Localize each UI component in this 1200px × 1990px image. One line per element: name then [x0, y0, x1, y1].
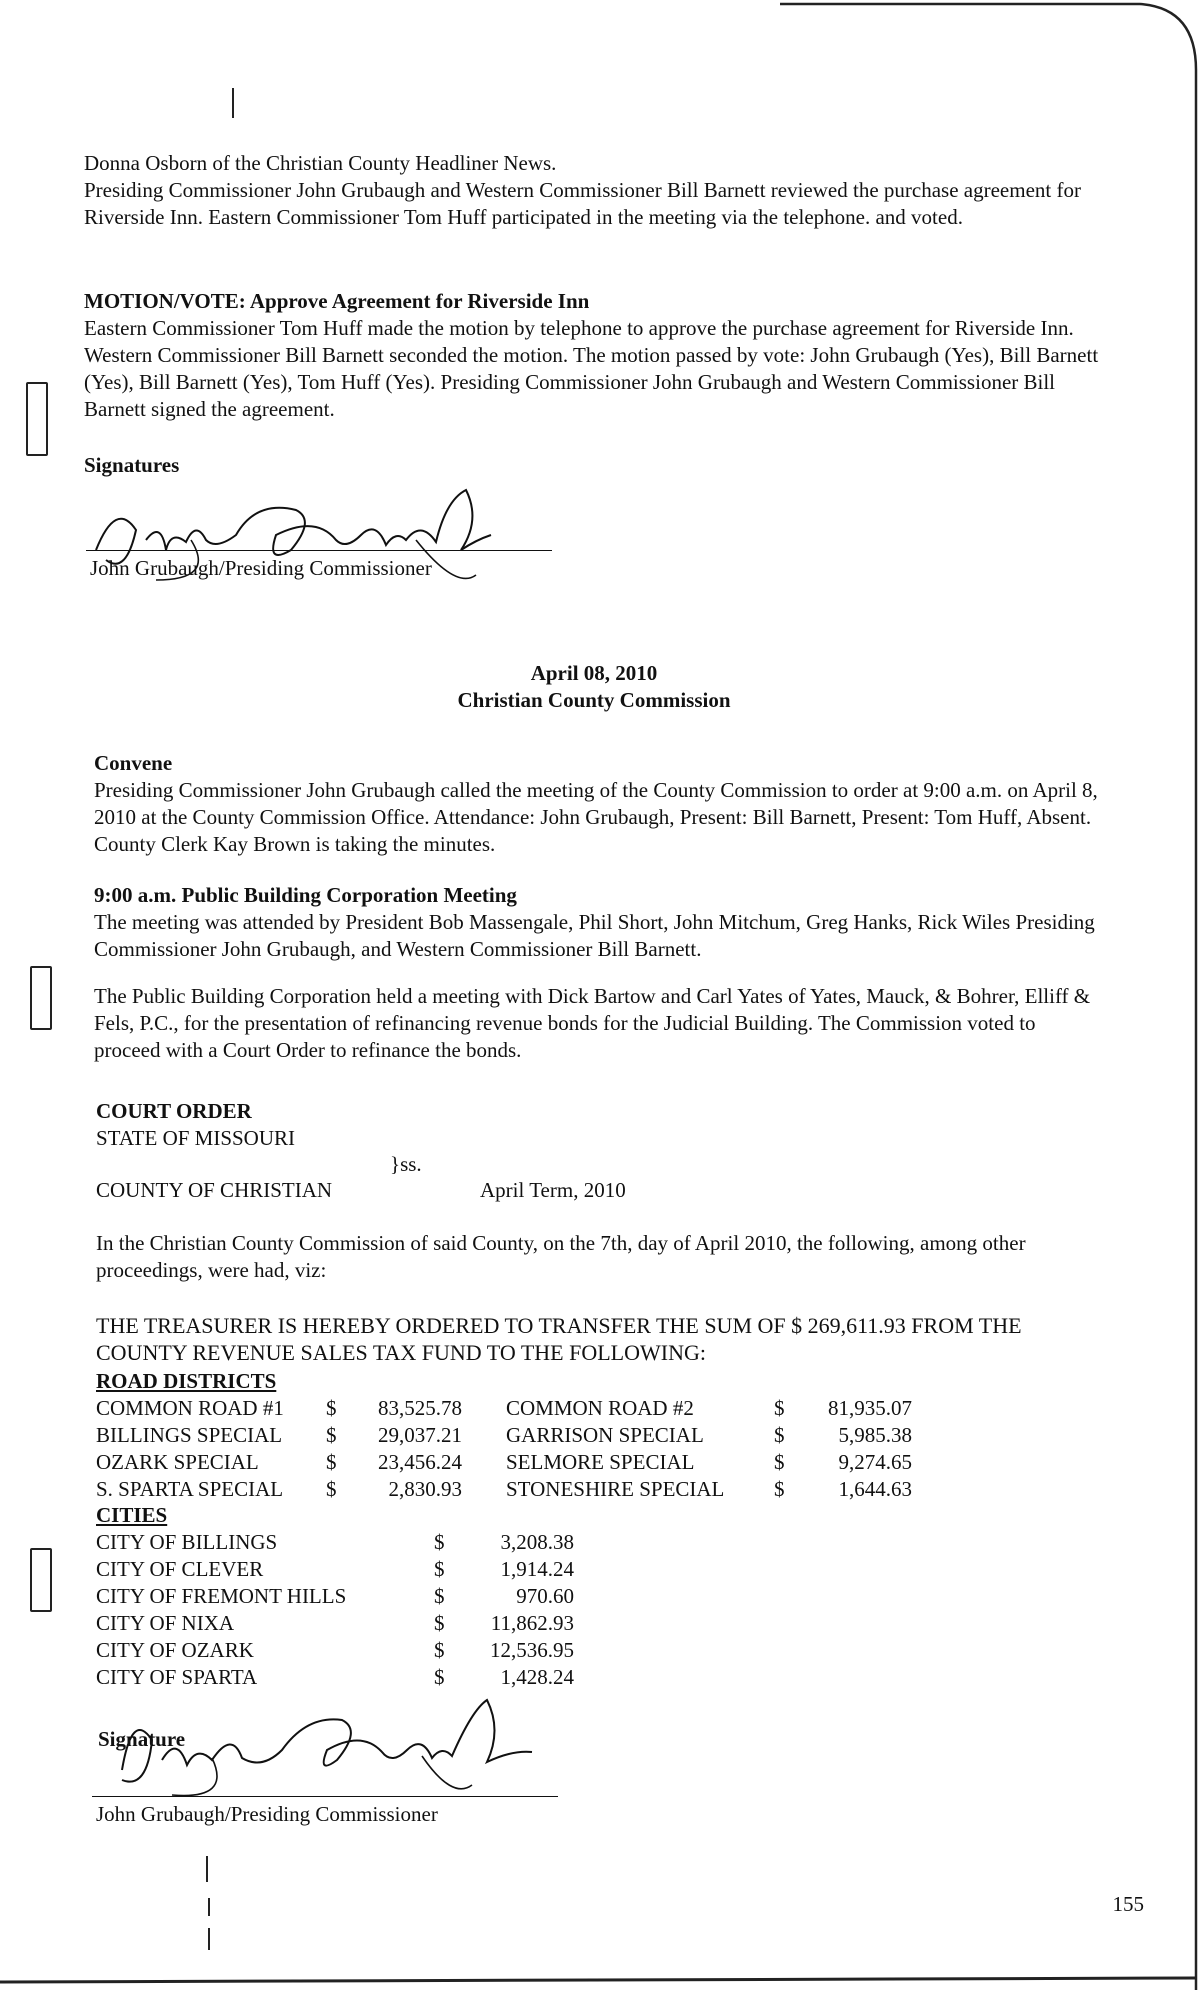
signature-label: John Grubaugh/Presiding Commissioner	[90, 556, 432, 580]
margin-bracket	[30, 1548, 52, 1612]
road-name: BILLINGS SPECIAL	[96, 1423, 283, 1447]
currency: $	[326, 1423, 337, 1447]
signatures-heading: Signatures	[84, 453, 180, 477]
road-row	[96, 1449, 912, 1476]
city-name: CITY OF NIXA	[96, 1611, 235, 1635]
margin-bracket	[30, 966, 52, 1030]
city-amount: 3,208.38	[500, 1530, 574, 1554]
road-row	[96, 1422, 912, 1449]
city-row	[96, 1664, 574, 1691]
city-amount: 1,428.24	[500, 1665, 574, 1689]
meeting-header	[84, 660, 1104, 714]
road-name: GARRISON SPECIAL	[506, 1423, 704, 1447]
city-row	[96, 1556, 574, 1583]
intro-paragraph: Presiding Commissioner John Grubaugh and Western Commissioner Bill Barnett reviewed the purchase agreement for Riverside Inn. Eastern Commissioner Tom Huff participated in the meeting via the telephone. and voted.	[84, 178, 1081, 229]
cities	[96, 1502, 1106, 1691]
city-row	[96, 1637, 574, 1664]
term-line: April Term, 2010	[480, 1178, 626, 1202]
page-number: 155	[1112, 1892, 1144, 1916]
currency: $	[434, 1584, 445, 1608]
state-line: STATE OF MISSOURI	[96, 1126, 296, 1150]
ss-mark: }ss.	[390, 1152, 422, 1176]
signature-label: John Grubaugh/Presiding Commissioner	[96, 1802, 438, 1826]
currency: $	[434, 1557, 445, 1581]
preamble	[96, 1230, 1106, 1284]
cities-table	[96, 1529, 574, 1691]
currency: $	[434, 1530, 445, 1554]
road-amount: 2,830.93	[388, 1477, 462, 1501]
scan-mark	[208, 1898, 210, 1916]
county-line: COUNTY OF CHRISTIAN	[96, 1178, 333, 1202]
signature-line	[86, 550, 552, 551]
scan-mark	[206, 1856, 208, 1882]
road-districts	[96, 1368, 1106, 1503]
road-name: SELMORE SPECIAL	[506, 1450, 695, 1474]
road-amount: 5,985.38	[838, 1423, 912, 1447]
convene-section	[94, 750, 1104, 858]
intro-line: Donna Osborn of the Christian County Headliner News.	[84, 151, 557, 175]
city-amount: 970.60	[516, 1584, 574, 1608]
city-row	[96, 1583, 574, 1610]
city-row	[96, 1610, 574, 1637]
city-name: CITY OF FREMONT HILLS	[96, 1584, 347, 1608]
pbc-body-1: The meeting was attended by President Bob Massengale, Phil Short, John Mitchum, Greg Hanks, Rick Wiles Presiding Commissioner John Grubaugh, and Western Commissioner Bill Barnett.	[94, 910, 1095, 961]
city-name: CITY OF CLEVER	[96, 1557, 264, 1581]
road-amount: 9,274.65	[838, 1450, 912, 1474]
currency: $	[774, 1423, 785, 1447]
currency: $	[774, 1396, 785, 1420]
treasurer-order-text: THE TREASURER IS HEREBY ORDERED TO TRANSFER THE SUM OF $ 269,611.93 FROM THE COUNTY REVENUE SALES TAX FUND TO THE FOLLOWING:	[96, 1313, 1022, 1365]
meeting-body: Christian County Commission	[457, 688, 731, 712]
currency: $	[326, 1477, 337, 1501]
preamble-text: In the Christian County Commission of said County, on the 7th, day of April 2010, the following, among other proceedings, were had, viz:	[96, 1231, 1026, 1282]
currency: $	[434, 1665, 445, 1689]
city-name: CITY OF SPARTA	[96, 1665, 258, 1689]
road-name: S. SPARTA SPECIAL	[96, 1477, 284, 1501]
city-amount: 12,536.95	[490, 1638, 574, 1662]
currency: $	[326, 1396, 337, 1420]
currency: $	[774, 1450, 785, 1474]
court-order-heading: COURT ORDER	[96, 1099, 252, 1123]
road-name: COMMON ROAD #2	[506, 1396, 694, 1420]
signature-line	[92, 1796, 558, 1797]
scan-mark	[208, 1928, 210, 1950]
motion-body: Eastern Commissioner Tom Huff made the motion by telephone to approve the purchase agreement for Riverside Inn. Western Commissioner Bill Barnett seconded the motion. The motion passed by vote: John Grubaugh (Yes), Bill Barnett (Yes), Bill Barnett (Yes), Tom Huff (Yes). Presiding Commissioner John Grubaugh and Western Commissioner Bill Barnett signed the agreement.	[84, 316, 1099, 421]
city-amount: 1,914.24	[500, 1557, 574, 1581]
convene-heading: Convene	[94, 751, 173, 775]
road-amount: 83,525.78	[378, 1396, 462, 1420]
signature-heading: Signature	[98, 1727, 186, 1751]
currency: $	[774, 1477, 785, 1501]
pbc-body-2: The Public Building Corporation held a meeting with Dick Bartow and Carl Yates of Yates, Mauck, & Bohrer, Elliff & Fels, P.C., for the presentation of refinancing revenue bonds for the Judicial Building. The Commission voted to proceed with a Court Order to refinance the bonds.	[94, 984, 1091, 1062]
court-order-section	[96, 1098, 1106, 1152]
road-districts-table	[96, 1395, 912, 1503]
road-amount: 29,037.21	[378, 1423, 462, 1447]
margin-bracket	[26, 382, 48, 456]
road-amount: 81,935.07	[828, 1396, 912, 1420]
currency: $	[434, 1611, 445, 1635]
city-amount: 11,862.93	[490, 1611, 574, 1635]
currency: $	[434, 1638, 445, 1662]
road-row	[96, 1476, 912, 1503]
motion-section	[84, 288, 1104, 423]
city-name: CITY OF BILLINGS	[96, 1530, 278, 1554]
pbc-section	[94, 882, 1104, 1064]
city-name: CITY OF OZARK	[96, 1638, 254, 1662]
scan-mark	[232, 88, 234, 118]
road-name: COMMON ROAD #1	[96, 1396, 284, 1420]
motion-heading: MOTION/VOTE: Approve Agreement for Riverside Inn	[84, 289, 590, 313]
city-row	[96, 1529, 574, 1556]
intro-section	[84, 150, 1104, 231]
signature-scribble	[92, 1690, 562, 1800]
currency: $	[326, 1450, 337, 1474]
meeting-date: April 08, 2010	[530, 661, 658, 685]
convene-body: Presiding Commissioner John Grubaugh called the meeting of the County Commission to order at 9:00 a.m. on April 8, 2010 at the County Commission Office. Attendance: John Grubaugh, Present: Bill Barnett, Present: Tom Huff, Absent. County Clerk Kay Brown is taking the minutes.	[94, 778, 1098, 856]
road-name: OZARK SPECIAL	[96, 1450, 259, 1474]
cities-heading: CITIES	[96, 1503, 168, 1527]
treasurer-order	[96, 1312, 1106, 1366]
road-amount: 23,456.24	[378, 1450, 462, 1474]
road-name: STONESHIRE SPECIAL	[506, 1477, 725, 1501]
pbc-heading: 9:00 a.m. Public Building Corporation Meeting	[94, 883, 517, 907]
road-row	[96, 1395, 912, 1422]
road-amount: 1,644.63	[838, 1477, 912, 1501]
road-districts-heading: ROAD DISTRICTS	[96, 1369, 277, 1393]
